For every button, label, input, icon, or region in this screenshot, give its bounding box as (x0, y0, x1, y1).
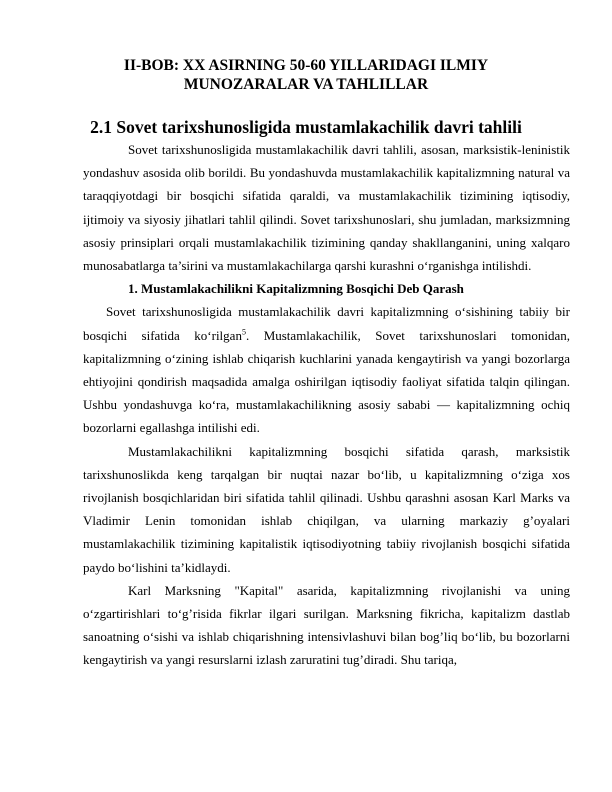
paragraph-2 (83, 300, 570, 439)
section-title: 2.1 Sovet tarixshunosligida mustamlakachilik davri tahlili (90, 117, 522, 137)
chapter-title-line1: II-BOB: XX ASIRNING 50-60 YILLARIDAGI ILMIY (123, 57, 489, 74)
chapter-title-line2: MUNOZARALAR VA TAHLILLAR (183, 76, 429, 93)
body-text (83, 138, 570, 672)
paragraph-2-part-a: Sovet tarixshunosligida mustamlakachilik davri kapitalizmning o‘sishining tabiiy bir bosqichi sifatida ko‘rilgan (83, 304, 570, 343)
subheading-1: 1. Mustamlakachilikni Kapitalizmning Bosqichi Deb Qarash (128, 281, 464, 297)
paragraph-2-part-b: . Mustamlakachilik, Sovet tarixshunoslari tomonidan, kapitalizmning o‘zining ishlab chiqarish kuchlarini yanada kengaytirish va yangi bozorlarga ehtiyojini qondirish maqsadida amalga oshirilgan iqtisodiy faoliyat sifatida talqin qilingan. Ushbu yondashuvga ko‘ra, mustamlakachilikning asosiy sababi — kapitalizmning ochiq bozorlarni egallashga intilishi edi. (83, 327, 571, 436)
paragraph-3: Mustamlakachilikni kapitalizmning bosqichi sifatida qarash, marksistik tarixshunoslikda keng tarqalgan bir nuqtai nazar bo‘lib, u kapitalizmning o‘ziga xos rivojlanish bosqichlaridan biri sifatida tahlil qilinadi. Ushbu qarashni asosan Karl Marks va Vladimir Lenin tomonidan ishlab chiqilgan, va ularning markaziy g’oyalari mustamlakachilik tizimining kapitalistik iqtisodiyotning tabiiy rivojlanish bosqichi sifatida paydo bo‘lishini ta’kidlaydi. (83, 443, 570, 575)
paragraph-4: Karl Marksning "Kapital" asarida, kapitalizmning rivojlanishi va uning o‘zgartirishlari to‘g’risida fikrlar ilgari surilgan. Marksning fikricha, kapitalizm dastlab sanoatning o‘sishi va ishlab chiqarishning intensivlashuvi bilan bog’liq bo‘lib, bu bozorlarni kengaytirish va yangi resurslarni izlash zaruratini tug’diradi. Shu tariqa, (83, 582, 570, 668)
chapter-title (0, 56, 612, 94)
footnote-ref[interactable]: 5 (241, 327, 246, 337)
paragraph-1: Sovet tarixshunosligida mustamlakachilik davri tahlili, asosan, marksistik-leninistik yondashuv asosida olib borildi. Bu yondashuvda mustamlakachilik kapitalizmning natural va taraqqiyotdagi bir bosqichi sifatida qaraldi, va mustamlakachilik tizimining iqtisodiy, ijtimoiy va siyosiy jihatlari tahlil qilindi. Sovet tarixshunoslari, shu jumladan, marksizmning asosiy prinsiplari orqali mustamlakachilik tizimining qanday shakllanganini, uning xalqaro munosabatlarga ta’sirini va mustamlakachilarga qarshi kurashni o‘rganishga intilishdi. (83, 142, 570, 274)
